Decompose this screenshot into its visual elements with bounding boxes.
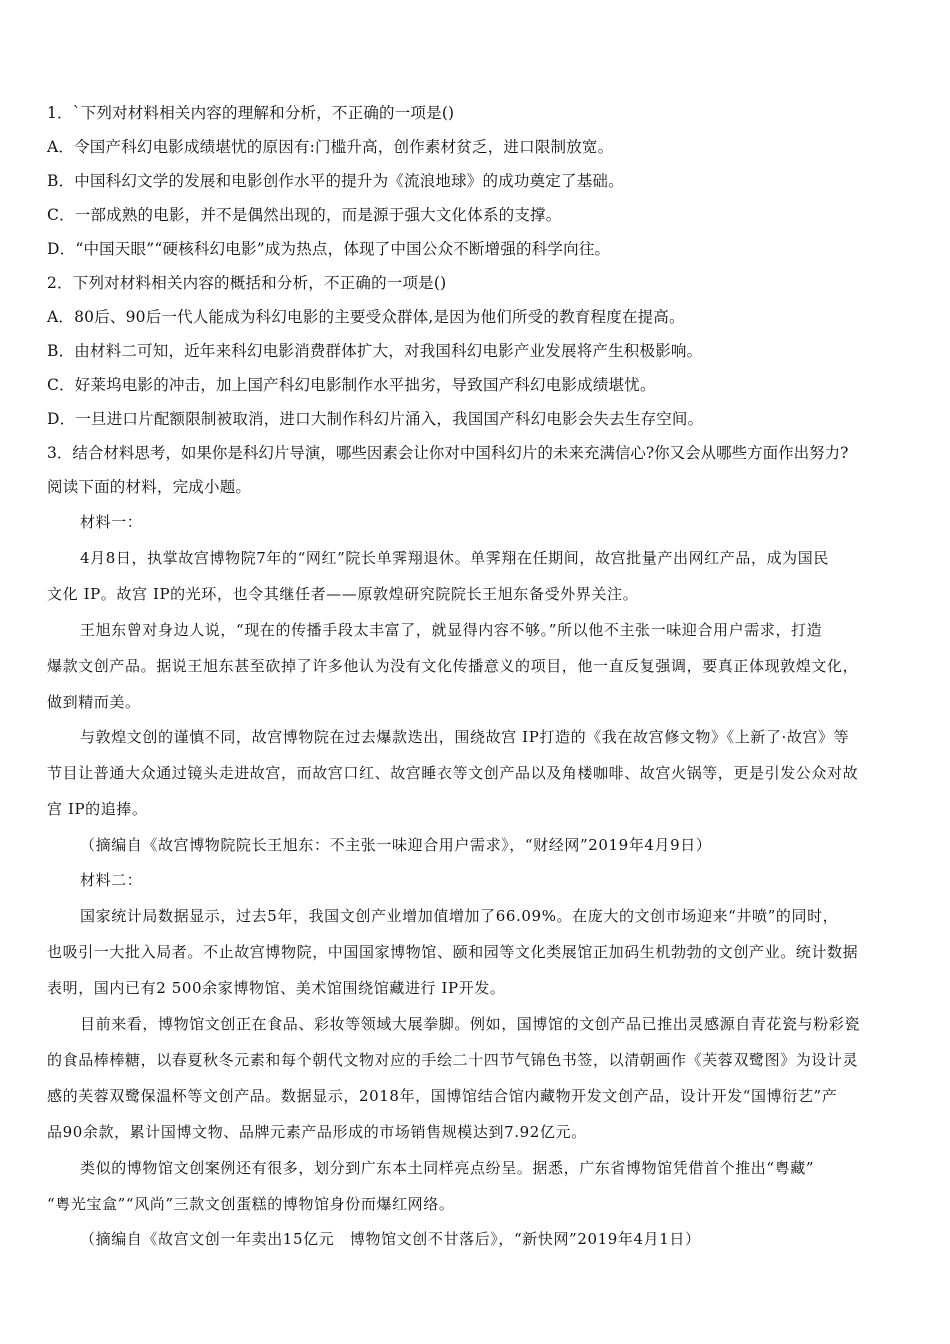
material-1-p3-line2: 节目让普通大众通过镜头走进故宫，而故宫口红、故宫睡衣等文创产品以及角楼咖啡、故宫火锅等，更是引发公众对故 (47, 764, 859, 782)
question-2-option-c: C．好莱坞电影的冲击，加上国产科幻电影制作水平拙劣，导致国产科幻电影成绩堪忧。 (47, 376, 656, 394)
question-2-option-b: B．由材料二可知，近年来科幻电影消费群体扩大，对我国科幻电影产业发展将产生积极影响。 (47, 342, 703, 360)
material-2-p2-line4: 品90余款，累计国博文物、品牌元素产品形成的市场销售规模达到7.92亿元。 (47, 1123, 587, 1141)
material-1-p2-line3: 做到精而美。 (47, 693, 141, 711)
material-2-source: （摘编自《故宫文创一年卖出15亿元 博物馆文创不甘落后》，“新快网”2019年4月1日） (80, 1230, 701, 1248)
material-2-p3-line2: “粤光宝盒”“风尚”三款文创蛋糕的博物馆身份而爆红网络。 (47, 1195, 455, 1213)
material-1-source: （摘编自《故宫博物院院长王旭东：不主张一味迎合用户需求》，“财经网”2019年4月9日） (80, 836, 712, 854)
question-2-option-a: A．80后、90后一代人能成为科幻电影的主要受众群体,是因为他们所受的教育程度在提高。 (47, 308, 685, 326)
material-2-p3-line1: 类似的博物馆文创案例还有很多，划分到广东本土同样亮点纷呈。据悉，广东省博物馆凭借首个推出“粤藏” (80, 1159, 815, 1177)
material-2-p1-line2: 也吸引一大批入局者。不止故宫博物院，中国国家博物馆、颐和园等文化类展馆正加码生机勃勃的文创产业。统计数据 (47, 943, 859, 961)
question-1-option-d: D．“中国天眼”“硬核科幻电影”成为热点，体现了中国公众不断增强的科学向往。 (47, 240, 611, 258)
question-1-option-b: B．中国科幻文学的发展和电影创作水平的提升为《流浪地球》的成功奠定了基础。 (47, 172, 624, 190)
question-1-option-a: A．令国产科幻电影成绩堪忧的原因有:门槛升高，创作素材贫乏，进口限制放宽。 (47, 138, 614, 156)
material-1-p2-line2: 爆款文创产品。据说王旭东甚至砍掉了许多他认为没有文化传播意义的项目，他一直反复强调，要真正体现敦煌文化， (47, 657, 859, 675)
material-2-p2-line1: 目前来看，博物馆文创正在食品、彩妆等领域大展拳脚。例如，国博馆的文创产品已推出灵感源自青花瓷与粉彩瓷 (80, 1015, 861, 1033)
question-2-stem: 2．下列对材料相关内容的概括和分析，不正确的一项是() (47, 274, 447, 292)
material-1-p2-line1: 王旭东曾对身边人说，“现在的传播手段太丰富了，就显得内容不够。”所以他不主张一味迎合用户需求，打造 (80, 621, 823, 639)
material-1-p3-line3: 宫 IP的追捧。 (47, 800, 148, 818)
material-2-p1-line3: 表明，国内已有2 500余家博物馆、美术馆围绕馆藏进行 IP开发。 (47, 979, 506, 997)
material-1-p1-line1: 4月8日，执掌故宫博物院7年的“网红”院长单霁翔退休。单霁翔在任期间，故宫批量产出网红产品，成为国民 (80, 549, 829, 567)
material-1-p1-line2: 文化 IP。故宫 IP的光环，也令其继任者——原敦煌研究院院长王旭东备受外界关注。 (47, 585, 639, 603)
material-2-p2-line2: 的食品棒棒糖，以春夏秋冬元素和每个朝代文物对应的手绘二十四节气锦色书签，以清朝画作《芙蓉双鹭图》为设计灵 (47, 1051, 859, 1069)
material-2-heading: 材料二： (80, 871, 143, 889)
question-3-stem: 3．结合材料思考，如果你是科幻片导演，哪些因素会让你对中国科幻片的未来充满信心?你又会从哪些方面作出努力? (47, 444, 849, 462)
question-1-option-c: C．一部成熟的电影，并不是偶然出现的，而是源于强大文化体系的支撑。 (47, 206, 562, 224)
question-2-option-d: D．一旦进口片配额限制被取消，进口大制作科幻片涌入，我国国产科幻电影会失去生存空间。 (47, 410, 704, 428)
material-1-p3-line1: 与敦煌文创的谨慎不同，故宫博物院在过去爆款迭出，围绕故宫 IP打造的《我在故宫修文物》《上新了·故宫》等 (80, 728, 850, 746)
material-2-p2-line3: 感的芙蓉双鹭保温杯等文创产品。数据显示，2018年，国博馆结合馆内藏物开发文创产品，设计开发“国博衍艺”产 (47, 1087, 838, 1105)
material-2-p1-line1: 国家统计局数据显示，过去5年，我国文创产业增加值增加了66.09%。在庞大的文创市场迎来“井喷”的同时， (80, 907, 839, 925)
question-1-stem: 1．`下列对材料相关内容的理解和分析，不正确的一项是() (47, 104, 455, 122)
reading-intro: 阅读下面的材料，完成小题。 (47, 478, 252, 496)
material-1-heading: 材料一： (80, 513, 143, 531)
